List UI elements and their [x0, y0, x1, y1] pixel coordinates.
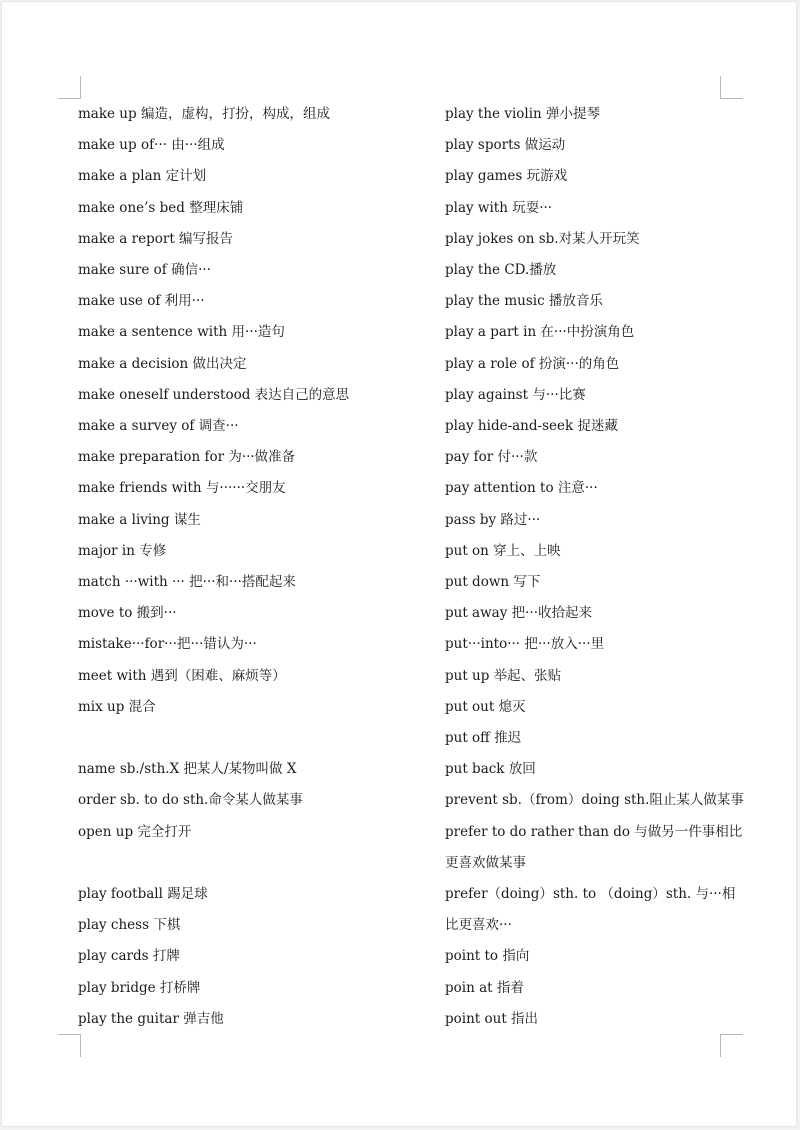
phrase-entry: make a survey of 调查··· — [78, 418, 239, 435]
phrase-entry: point to 指向 — [445, 948, 530, 965]
phrase-entry: put away 把···收拾起来 — [445, 605, 592, 622]
phrase-entry: prefer to do rather than do 与做另一件事相比更喜欢做某事 — [445, 823, 743, 871]
phrase-entry: play hide-and-seek 捉迷藏 — [445, 418, 618, 435]
phrase-entry: play the music 播放音乐 — [445, 293, 603, 310]
phrase-entry: make a report 编写报告 — [78, 230, 234, 247]
phrase-entry: make friends with 与······交朋友 — [78, 480, 286, 497]
phrase-entry: make a decision 做出决定 — [78, 355, 247, 372]
phrase-entry: play sports 做运动 — [445, 137, 566, 154]
phrase-entry: make up of··· 由···组成 — [78, 137, 225, 154]
phrase-entry: point out 指出 — [445, 1010, 539, 1027]
phrase-entry: play bridge 打桥牌 — [78, 979, 201, 996]
crop-mark-top-left — [58, 76, 81, 99]
phrase-entry: play jokes on sb.对某人开玩笑 — [445, 230, 640, 247]
phrase-entry: make use of 利用··· — [78, 293, 205, 310]
phrase-entry: play football 踢足球 — [78, 886, 208, 903]
phrase-entry: order sb. to do sth.命令某人做某事 — [78, 792, 303, 809]
phrase-entry: make up 编造，虚构，打扮，构成，组成 — [78, 106, 330, 122]
blank-line — [78, 723, 418, 754]
phrase-entry: play the guitar 弹吉他 — [78, 1010, 224, 1027]
phrase-entry: make a sentence with 用···造句 — [78, 324, 285, 341]
phrase-entry: mix up 混合 — [78, 698, 156, 715]
phrase-entry: meet with 遇到（困难、麻烦等） — [78, 667, 286, 684]
phrase-entry: pass by 路过··· — [445, 511, 541, 528]
phrase-entry: prefer（doing）sth. to （doing）sth. 与···相比更喜欢··· — [445, 886, 736, 934]
phrase-entry: major in 专修 — [78, 542, 167, 559]
phrase-entry: make a plan 定计划 — [78, 168, 207, 185]
phrase-entry: open up 完全打开 — [78, 823, 192, 840]
phrase-entry: play with 玩耍··· — [445, 199, 553, 216]
phrase-entry: put up 举起、张贴 — [445, 667, 562, 684]
phrase-entry: prevent sb.（from）doing sth.阻止某人做某事 — [445, 792, 744, 809]
document-page — [2, 2, 796, 1126]
phrase-entry: play the violin 弹小提琴 — [445, 106, 601, 122]
crop-mark-bottom-left — [58, 1034, 81, 1057]
phrase-entry: play a role of 扮演···的角色 — [445, 355, 620, 372]
blank-line — [78, 848, 418, 879]
phrase-entry: make one’s bed 整理床铺 — [78, 199, 244, 216]
phrase-entry: put out 熄灭 — [445, 698, 526, 715]
phrase-entry: poin at 指着 — [445, 979, 524, 996]
phrase-entry: put off 推迟 — [445, 730, 522, 747]
phrase-entry: play a part in 在···中扮演角色 — [445, 324, 635, 341]
phrase-entry: make oneself understood 表达自己的意思 — [78, 386, 350, 403]
phrase-entry: put back 放回 — [445, 761, 536, 778]
left-column — [78, 99, 418, 1035]
phrase-entry: put down 写下 — [445, 574, 541, 591]
phrase-entry: pay attention to 注意··· — [445, 480, 598, 497]
phrase-entry: pay for 付···款 — [445, 449, 538, 466]
phrase-entry: move to 搬到··· — [78, 605, 177, 622]
phrase-entry: play the CD.播放 — [445, 262, 557, 279]
phrase-entry: make preparation for 为···做准备 — [78, 449, 296, 466]
phrase-entry: put···into··· 把···放入···里 — [445, 636, 605, 653]
phrase-entry: play cards 打牌 — [78, 948, 180, 965]
crop-mark-bottom-right — [720, 1034, 743, 1057]
right-column — [445, 99, 745, 1035]
phrase-entry: make sure of 确信··· — [78, 262, 211, 279]
phrase-entry: play chess 下棋 — [78, 917, 181, 934]
phrase-entry: play games 玩游戏 — [445, 168, 568, 185]
phrase-entry: mistake···for···把···错认为··· — [78, 636, 257, 653]
phrase-entry: name sb./sth.X 把某人/某物叫做 X — [78, 761, 297, 778]
phrase-entry: play against 与···比赛 — [445, 386, 586, 403]
phrase-entry: match ···with ··· 把···和···搭配起来 — [78, 574, 296, 591]
crop-mark-top-right — [720, 76, 743, 99]
phrase-entry: put on 穿上、上映 — [445, 542, 561, 559]
phrase-entry: make a living 谋生 — [78, 511, 201, 528]
